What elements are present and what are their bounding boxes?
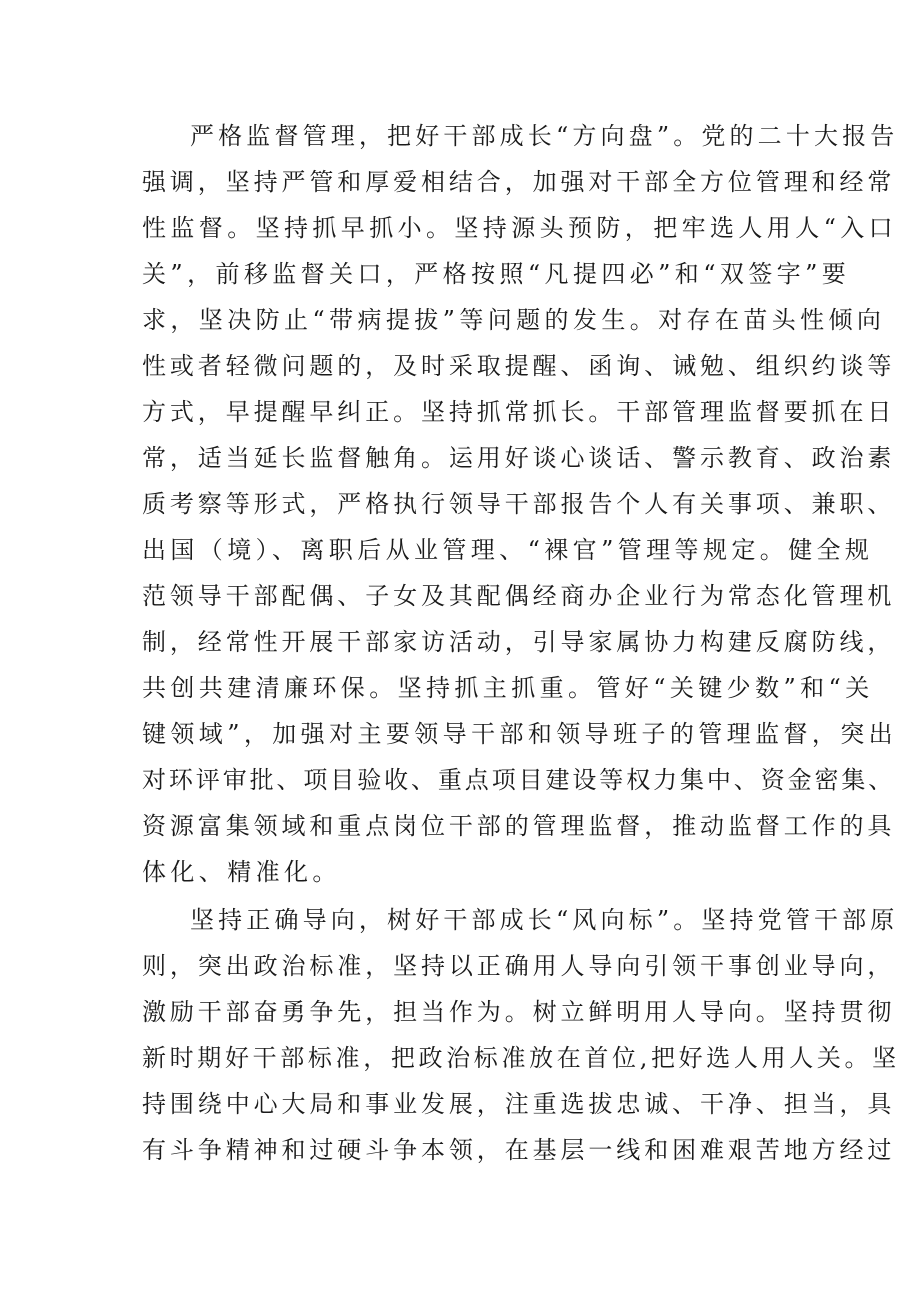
paragraph-1-line-8: 常，适当延长监督触角。运用好谈心谈话、警示教育、政治素: [142, 444, 896, 472]
paragraph-2-line-6: 有斗争精神和过硬斗争本领，在基层一线和困难艰苦地方经过: [142, 1136, 896, 1164]
paragraph-1-line-5: 求，坚决防止“带病提拔”等问题的发生。对存在苗头性倾向: [142, 306, 886, 334]
paragraph-1-line-10: 出国（境）、离职后从业管理、“裸官”管理等规定。健全规: [142, 536, 874, 564]
paragraph-1-line-13: 共创共建清廉环保。坚持抓主抓重。管好“关键少数”和“关: [142, 674, 874, 702]
paragraph-1-line-16: 资源富集领域和重点岗位干部的管理监督，推动监督工作的具: [142, 812, 896, 840]
paragraph-1-line-6: 性或者轻微问题的，及时采取提醒、函询、诫勉、组织约谈等: [142, 352, 896, 380]
paragraph-1-line-3: 性监督。坚持抓早抓小。坚持源头预防，把牢选人用人“入口: [142, 214, 898, 242]
paragraph-2-line-2: 则，突出政治标准，坚持以正确用人导向引领干事创业导向，: [142, 952, 896, 980]
paragraph-2-line-1: 坚持正确导向，树好干部成长“风向标”。坚持党管干部原: [190, 906, 899, 934]
paragraph-1-line-1: 严格监督管理，把好干部成长“方向盘”。党的二十大报告: [190, 122, 899, 150]
paragraph-2-line-5: 持围绕中心大局和事业发展，注重选拔忠诚、干净、担当，具: [142, 1090, 896, 1118]
paragraph-1-line-11: 范领导干部配偶、子女及其配偶经商办企业行为常态化管理机: [142, 582, 896, 610]
paragraph-1-line-14: 键领域”，加强对主要领导干部和领导班子的管理监督，突出: [142, 720, 898, 748]
paragraph-1-line-2: 强调，坚持严管和厚爱相结合，加强对干部全方位管理和经常: [142, 168, 896, 196]
paragraph-1-line-7: 方式，早提醒早纠正。坚持抓常抓长。干部管理监督要抓在日: [142, 398, 896, 426]
paragraph-1-line-9: 质考察等形式，严格执行领导干部报告个人有关事项、兼职、: [142, 490, 896, 518]
paragraph-1-line-12: 制，经常性开展干部家访活动，引导家属协力构建反腐防线，: [142, 628, 896, 656]
paragraph-1-line-17: 体化、精准化。: [142, 858, 341, 886]
paragraph-2-line-3: 激励干部奋勇争先，担当作为。树立鲜明用人导向。坚持贯彻: [142, 998, 896, 1026]
paragraph-1-line-15: 对环评审批、项目验收、重点项目建设等权力集中、资金密集、: [142, 766, 896, 794]
paragraph-1-line-4: 关”，前移监督关口，严格按照“凡提四必”和“双签字”要: [142, 260, 851, 288]
paragraph-2-line-4: 新时期好干部标准，把政治标准放在首位,把好选人用人关。坚: [142, 1044, 900, 1072]
